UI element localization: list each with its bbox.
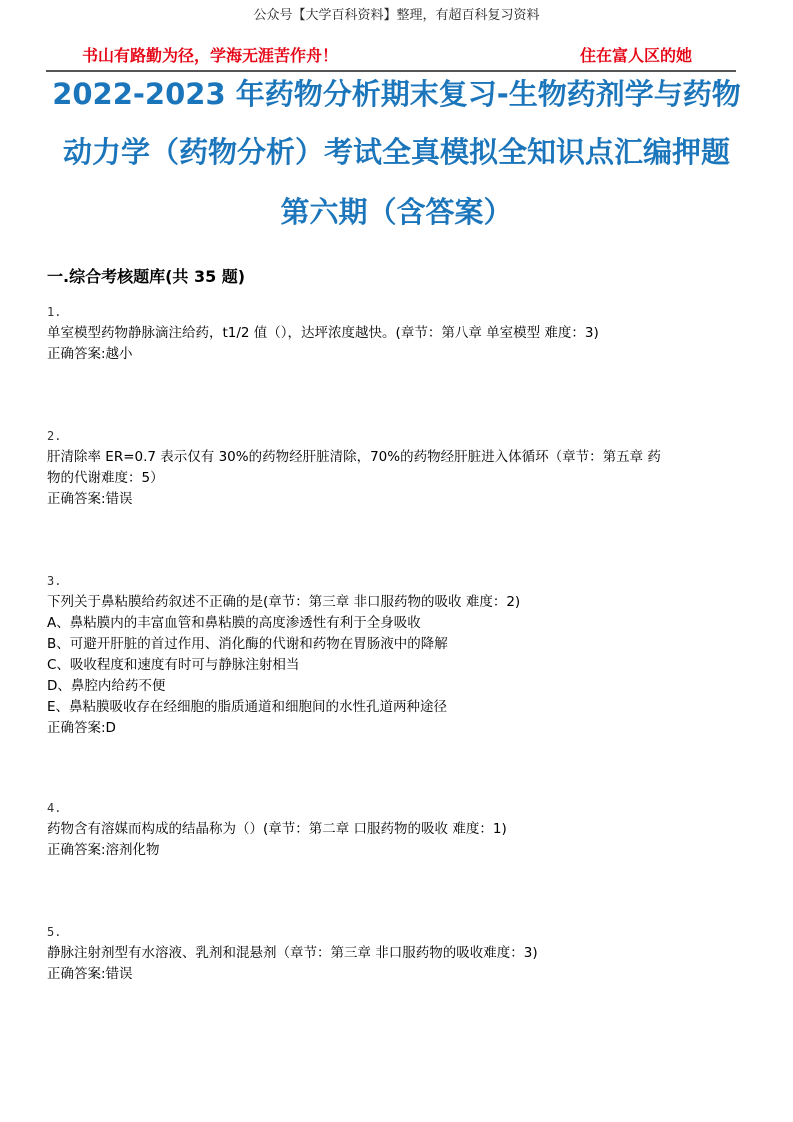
title-line-1: 2022-2023 年药物分析期末复习-生物药剂学与药物 — [52, 77, 741, 111]
question-text: 下列关于鼻粘膜给药叙述不正确的是(章节：第三章 非口服药物的吸收 难度：2) — [47, 594, 521, 610]
option-e: E、鼻粘膜吸收存在经细胞的脂质通道和细胞间的水性孔道两种途径 — [47, 699, 448, 715]
question-5 — [47, 922, 757, 985]
question-4 — [47, 798, 757, 861]
question-number: 1. — [47, 305, 62, 319]
motto-left: 书山有路勤为径，学海无涯苦作舟！ — [82, 46, 339, 65]
question-1 — [47, 302, 757, 365]
question-number: 5. — [47, 925, 62, 939]
question-text-cont: 物的代谢难度：5） — [47, 470, 164, 486]
question-answer: 正确答案:错误 — [47, 491, 133, 507]
question-answer: 正确答案:溶剂化物 — [47, 842, 160, 858]
question-number: 3. — [47, 574, 62, 588]
option-a: A、鼻粘膜内的丰富血管和鼻粘膜的高度渗透性有利于全身吸收 — [47, 615, 421, 631]
question-text: 静脉注射剂型有水溶液、乳剂和混悬剂（章节：第三章 非口服药物的吸收难度：3) — [47, 945, 538, 961]
question-number: 2. — [47, 429, 62, 443]
top-note: 公众号【大学百科资料】整理，有超百科复习资料 — [253, 8, 540, 23]
section-heading: 一.综合考核题库(共 35 题) — [47, 267, 246, 286]
motto-right: 住在富人区的她 — [580, 46, 693, 65]
question-text: 单室模型药物静脉滴注给药，t1/2 值（），达坪浓度越快。(章节：第八章 单室模型 难度：3) — [47, 325, 599, 341]
question-number: 4. — [47, 801, 62, 815]
question-answer: 正确答案:越小 — [47, 346, 133, 362]
question-text: 肝清除率 ER=0.7 表示仅有 30%的药物经肝脏清除，70%的药物经肝脏进入体循环（章节：第五章 药 — [47, 449, 661, 465]
question-answer: 正确答案:D — [47, 720, 116, 736]
option-d: D、鼻腔内给药不便 — [47, 678, 166, 694]
question-answer: 正确答案:错误 — [47, 966, 133, 982]
option-b: B、可避开肝脏的首过作用、消化酶的代谢和药物在胃肠液中的降解 — [47, 636, 448, 652]
question-2 — [47, 426, 757, 510]
option-c: C、吸收程度和速度有时可与静脉注射相当 — [47, 657, 300, 673]
title-line-2: 动力学（药物分析）考试全真模拟全知识点汇编押题 — [62, 135, 730, 169]
title-line-3: 第六期（含答案） — [280, 195, 513, 229]
question-text: 药物含有溶媒而构成的结晶称为（）(章节：第二章 口服药物的吸收 难度：1) — [47, 821, 507, 837]
question-3 — [47, 571, 757, 739]
